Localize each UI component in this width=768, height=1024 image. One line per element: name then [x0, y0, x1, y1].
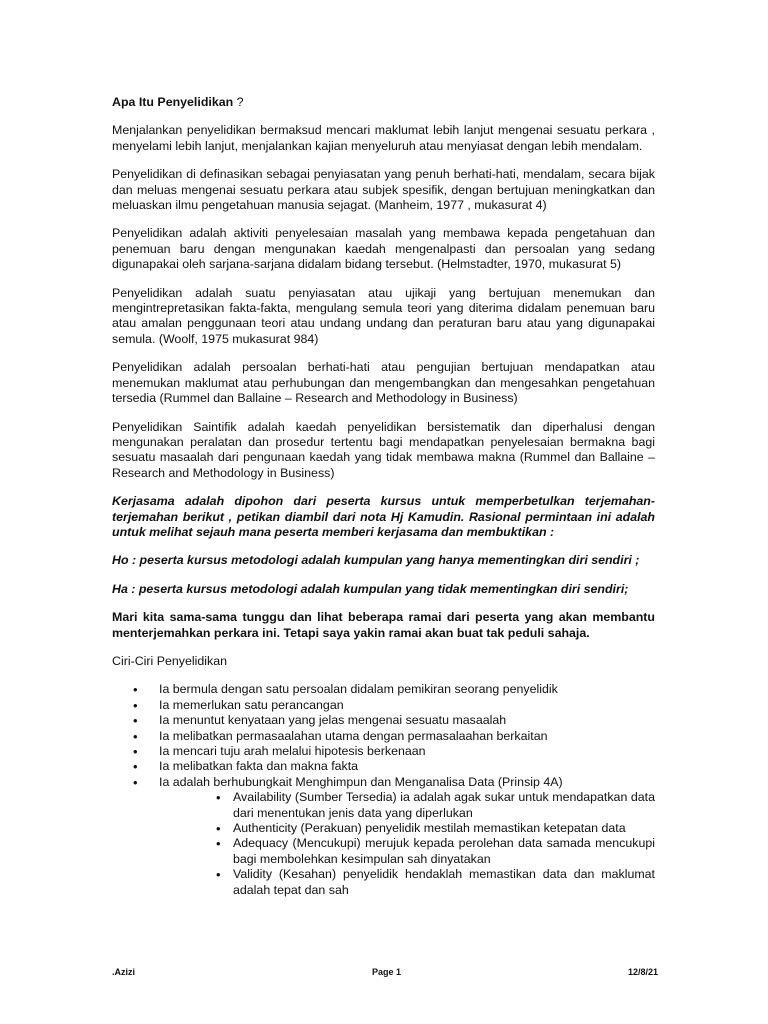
list-item: • Ia memerlukan satu perancangan: [112, 698, 655, 713]
list-item: • Ia menuntut kenyataan yang jelas mengenai sesuatu masaalah: [112, 713, 655, 728]
title-bold: Apa Itu Penyelidikan: [112, 95, 234, 109]
section-heading-ciri: Ciri-Ciri Penyelidikan: [112, 653, 227, 668]
characteristics-list: [112, 682, 655, 898]
cooperation-note: Kerjasama adalah dipohon dari peserta kursus untuk memperbetulkan terjemahan-terjemahan berikut , petikan diambil dari nota Hj Kamudin. Rasional permintaan ini adalah untuk melihat sejauh mana peserta memberi kerjasama dan membuktikan :: [112, 494, 655, 539]
paragraph-definition-1: Menjalankan penyelidikan bermaksud mencari maklumat lebih lanjut mengenai sesuatu perkara , menyelami lebih lanjut, menjalankan kajian menyeluruh atau menyiasat dengan lebih mendalam.: [112, 123, 655, 153]
paragraph-definition-2: Penyelidikan di definasikan sebagai penyiasatan yang penuh berhati-hati, mendalam, secara bijak dan meluas mengenai sesuatu perkara atau subjek spesifik, dengan bertujuan meningkatkan dan meluaskan ilmu pengetahuan manusia sejagat. (Manheim, 1977 , mukasurat 4): [112, 167, 655, 213]
title-suffix: ?: [233, 95, 244, 109]
page-content: [112, 95, 655, 898]
list-item: • Ia mencari tuju arah melalui hipotesis berkenaan: [112, 744, 655, 759]
sub-list-item: • Adequacy (Mencukupi) merujuk kepada perolehan data samada mencukupi bagi membolehkan kesimpulan sah dinyatakan: [159, 836, 655, 867]
list-item-text: Ia adalah berhubungkait Menghimpun dan Menganalisa Data (Prinsip 4A): [159, 774, 563, 789]
footer-date: 12/8/21: [627, 967, 658, 977]
footer-page-number: Page 1: [372, 967, 402, 977]
hypothesis-ho: Ho : peserta kursus metodologi adalah kumpulan yang hanya mementingkan diri sendiri ;: [112, 553, 640, 568]
hypothesis-ha: Ha : peserta kursus metodologi adalah kumpulan yang tidak mementingkan diri sendiri;: [112, 581, 629, 596]
sub-list-item: • Validity (Kesahan) penyelidik hendaklah memastikan data dan maklumat adalah tepat dan sah: [159, 867, 655, 898]
principle-4a-list: [159, 790, 655, 898]
list-item: [112, 775, 655, 898]
footer-author: .Azizi: [112, 967, 136, 977]
sub-list-item: • Availability (Sumber Tersedia) ia adalah agak sukar untuk mendapatkan data dari menentukan jenis data yang diperlukan: [159, 790, 655, 821]
paragraph-definition-5: Penyelidikan adalah persoalan berhati-hati atau pengujian bertujuan mendapatkan atau menemukan maklumat atau perhubungan dan mengembangkan dan mengesahkan pengetahuan tersedia (Rummel dan Ballaine – Research and Methodology in Business): [112, 360, 655, 406]
sub-list-item: • Authenticity (Perakuan) penyelidik mestilah memastikan ketepatan data: [159, 821, 655, 836]
paragraph-definition-3: Penyelidikan adalah aktiviti penyelesaian masalah yang membawa kepada pengetahuan dan penemuan baru dengan mengunakan kaedah mengenalpasti dan persoalan yang sedang digunapakai oleh sarjana-sarjana didalam bidang tersebut. (Helmstadter, 1970, mukasurat 5): [112, 226, 655, 272]
closing-remark: Mari kita sama-sama tunggu dan lihat beberapa ramai dari peserta yang akan membantu menterjemahkan perkara ini. Tetapi saya yakin ramai akan buat tak peduli sahaja.: [112, 610, 655, 640]
list-item: • Ia melibatkan permasaalahan utama dengan permasalaahan berkaitan: [112, 729, 655, 744]
paragraph-definition-4: Penyelidikan adalah suatu penyiasatan atau ujikaji yang bertujuan menemukan dan mengintrepretasikan fakta-fakta, mengulang semula teori yang diterima didalam penemuan baru atau amalan penggunaan teori atau undang undang dan peraturan baru atau yang digunapakai semula. (Woolf, 1975 mukasurat 984): [112, 285, 655, 346]
list-item: • Ia bermula dengan satu persoalan didalam pemikiran seorang penyelidik: [112, 682, 655, 697]
page-title: [112, 95, 655, 110]
list-item: • Ia melibatkan fakta dan makna fakta: [112, 759, 655, 774]
paragraph-definition-6: Penyelidikan Saintifik adalah kaedah penyelidikan bersistematik dan diperhalusi dengan mengunakan peralatan dan prosedur tertentu bagi mendapatkan penyelesaian bermakna bagi sesuatu masaalah dari pengunaan kaedah yang tidak membawa makna (Rummel dan Ballaine – Research and Methodology in Business): [112, 419, 655, 480]
page-footer: [112, 966, 658, 980]
